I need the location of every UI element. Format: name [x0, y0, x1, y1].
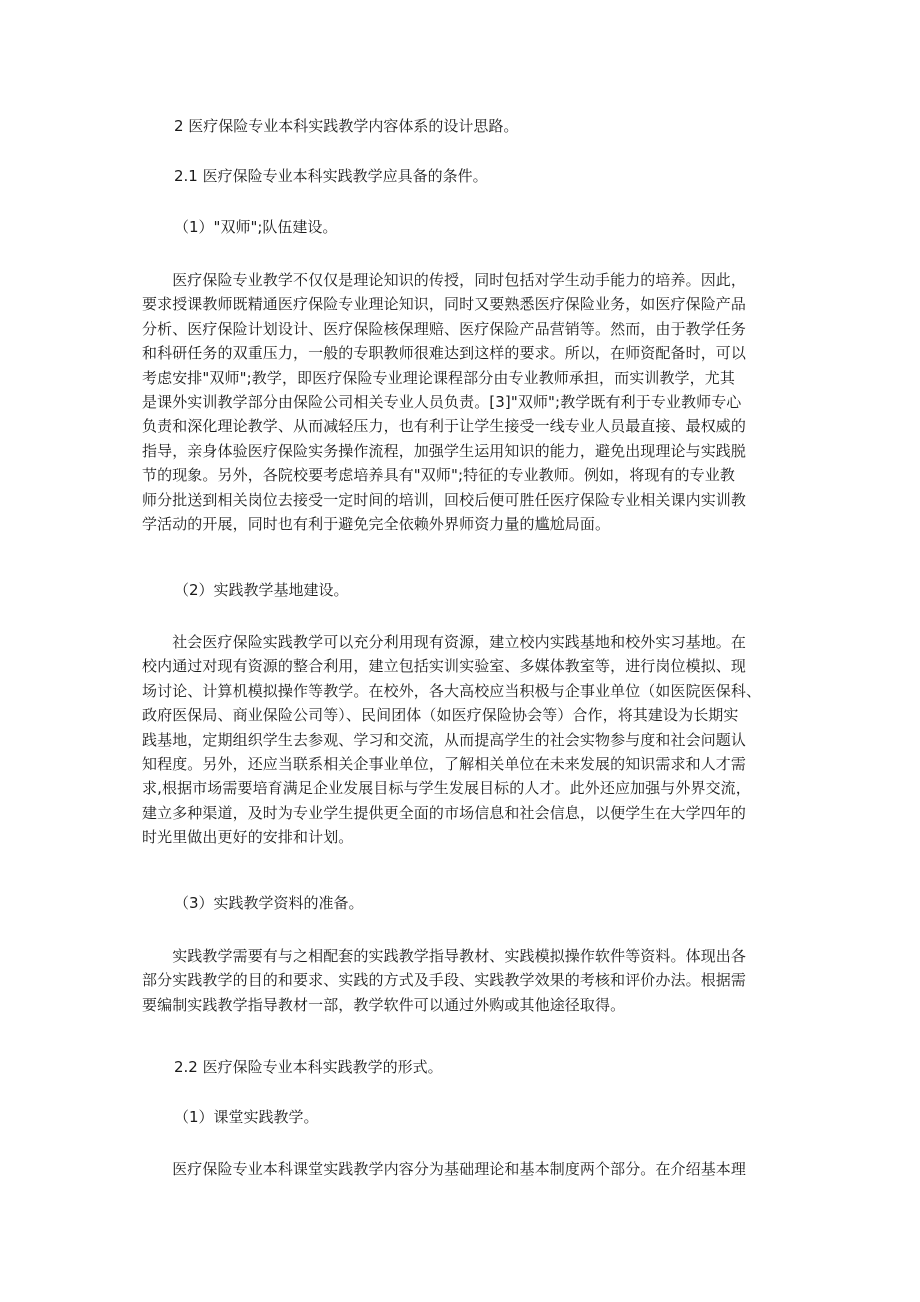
paragraph-dual-teacher — [142, 268, 780, 536]
paragraph-line: 负责和深化理论教学、从而减轻压力，也有利于让学生接受一线专业人员最直接、最权威的 — [142, 417, 747, 436]
paragraph-line: 分析、医疗保险计划设计、医疗保险核保理赔、医疗保险产品营销等。然而，由于教学任务 — [142, 319, 747, 338]
subsection-heading-2-2: 2.2 医疗保险专业本科实践教学的形式。 — [174, 1058, 443, 1076]
paragraph-line: 部分实践教学的目的和要求、实践的方式及手段、实践教学效果的考核和评价办法。根据需 — [142, 971, 747, 990]
paragraph-line: 场讨论、计算机模拟操作等教学。在校外，各大高校应当积极与企事业单位（如医院医保科、 — [142, 681, 762, 700]
paragraph-line: 社会医疗保险实践教学可以充分利用现有资源，建立校内实践基地和校外实习基地。在 — [142, 633, 747, 651]
paragraph-line: 考虑安排"双师";教学，即医疗保险专业理论课程部分由专业教师承担，而实训教学，尤其 — [142, 368, 735, 387]
paragraph-line: 指导，亲身体验医疗保险实务操作流程，加强学生运用知识的能力，避免出现理论与实践脱 — [142, 441, 747, 460]
paragraph-line: 和科研任务的双重压力，一般的专职教师很难达到这样的要求。所以，在师资配备时，可以 — [142, 344, 747, 363]
paragraph-line: 建立多种渠道，及时为专业学生提供更全面的市场信息和社会信息，以便学生在大学四年的 — [142, 803, 747, 822]
paragraph-classroom — [142, 1157, 780, 1181]
paragraph-practice-base — [142, 630, 780, 850]
paragraph-line: 医疗保险专业教学不仅仅是理论知识的传授，同时包括对学生动手能力的培养。因此， — [142, 271, 747, 289]
item-heading-dual-teacher: （1）"双师";队伍建设。 — [174, 218, 338, 236]
paragraph-line: 校内通过对现有资源的整合利用，建立包括实训实验室、多媒体教室等，进行岗位模拟、现 — [142, 657, 747, 676]
paragraph-line: 知程度。另外，还应当联系相关企事业单位，了解相关单位在未来发展的知识需求和人才需 — [142, 755, 747, 774]
paragraph-line: 求,根据市场需要培育满足企业发展目标与学生发展目标的人才。此外还应加强与外界交流， — [142, 779, 751, 798]
item-heading-classroom: （1）课堂实践教学。 — [174, 1108, 319, 1126]
paragraph-line: 时光里做出更好的安排和计划。 — [142, 828, 354, 847]
subsection-heading-2-1: 2.1 医疗保险专业本科实践教学应具备的条件。 — [174, 167, 488, 185]
paragraph-materials — [142, 944, 780, 1017]
item-heading-materials: （3）实践教学资料的准备。 — [174, 894, 364, 912]
paragraph-line: 是课外实训教学部分由保险公司相关专业人员负责。[3]"双师";教学既有利于专业教师专心 — [142, 393, 742, 412]
paragraph-line: 政府医保局、商业保险公司等）、民间团体（如医疗保险协会等）合作，将其建设为长期实 — [142, 706, 739, 725]
section-heading-2: 2 医疗保险专业本科实践教学内容体系的设计思路。 — [174, 117, 519, 135]
item-heading-practice-base: （2）实践教学基地建设。 — [174, 581, 349, 599]
paragraph-line: 要编制实践教学指导教材一部，教学软件可以通过外购或其他途径取得。 — [142, 995, 626, 1014]
paragraph-line: 医疗保险专业本科课堂实践教学内容分为基础理论和基本制度两个部分。在介绍基本理 — [142, 1160, 747, 1178]
paragraph-line: 践基地，定期组织学生去参观、学习和交流，从而提高学生的社会实物参与度和社会问题认 — [142, 730, 747, 749]
paragraph-line: 师分批送到相关岗位去接受一定时间的培训，回校后便可胜任医疗保险专业相关课内实训教 — [142, 490, 747, 509]
paragraph-line: 学活动的开展，同时也有利于避免完全依赖外界师资力量的尴尬局面。 — [142, 515, 611, 534]
paragraph-line: 实践教学需要有与之相配套的实践教学指导教材、实践模拟操作软件等资料。体现出各 — [142, 947, 747, 965]
paragraph-line: 节的现象。另外，各院校要考虑培养具有"双师";特征的专业教师。例如，将现有的专业教 — [142, 466, 735, 485]
paragraph-line: 要求授课教师既精通医疗保险专业理论知识，同时又要熟悉医疗保险业务，如医疗保险产品 — [142, 295, 747, 314]
